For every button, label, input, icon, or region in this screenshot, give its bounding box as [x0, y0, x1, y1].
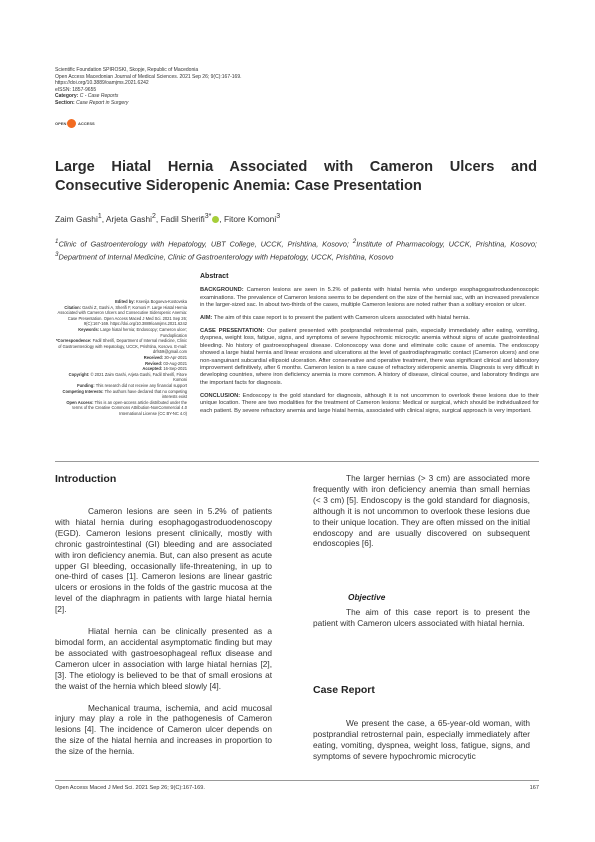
author-name[interactable]: Arjeta Gashi [105, 213, 153, 224]
abstract-aim: AIM: The aim of this case report is to present the patient with Cameron ulcers associated with hiatal hernia. [200, 315, 470, 322]
paragraph: Cameron lesions are seen in 5.2% of patients with hiatal hernia during esophagogastroduodenoscopy (EGD). Cameron lesions present clinically, mostly with chronic gastrointestinal (GI) bleeding and are associated with iron deficiency anemia. But, can also present as acute upper GI bleeding, occasionally life-threatening, in up to one-third of cases [1]. Cameron lesions are linear gastric ulcers or erosions in the folds of the gastric mucosa at the level of the diaphragm in patients with large hiatal hernia [2]. [55, 506, 272, 615]
footer-citation: Open Access Maced J Med Sci. 2021 Sep 26; 9(C):167-169. [55, 785, 205, 791]
journal-metadata [55, 67, 355, 107]
correspondence: *Correspondence: Fadil Sherifi, Department of Internal medicine, Clinic of Gastroenterology with Hepatology, UCCK, Prishtina, Kosovo. E-mail: drfs59@gmail.com [55, 338, 187, 355]
open-access-lock-icon [67, 119, 76, 128]
abstract-case: CASE PRESENTATION: Our patient presented with postprandial retrosternal pain, especially immediately after eating, vomiting, dyspnea, weight loss, fatigue, signs, and symptoms of severe hypochromic microcytic anemia without signs of acute gastrointestinal bleeding. No history of gastroesophageal disease. Colonoscopy was done and eliminate colic cause of anemia. The endoscopy showed a large hiatal hernia and linear erosions and ulcerations at the level of gastrodiaphragmatic contact (Cameron ulcers) and one non-sanguinant subcardial ellipsoid ulceration. After conservative and operative treatment, there was significant clinical and laboratory improvement definitively, after 6 months. Cameron lesion is a rare cause of refractory sideropenic anemia. Diagnosis is very difficult in developing countries, where iron deficiency anemia is more common. A history of disease, clinical course, and laboratory findings are the important facts for diagnosis. [200, 328, 539, 386]
author-name[interactable]: Fitore Komoni [224, 213, 277, 224]
paragraph: Hiatal hernia can be clinically presented as a bimodal form, an accidental asymptomatic finding but may be associated with gastroesophageal reflux disease and Cameron ulcer in association with large hiatal hernias [2], [3]. The etiology is believed to be that of small erosions at the waist of the hernia which bleed slowly [4]. [55, 626, 272, 691]
subheading-objective: Objective [348, 592, 386, 602]
right-column-top [313, 473, 530, 549]
publisher-line: Scientific Foundation SPIROSKI, Skopje, Republic of Macedonia [55, 67, 199, 73]
author-name[interactable]: Fadil Sherifi [160, 213, 205, 224]
affiliations: $^1$Clinic of Gastroenterology with Hepatology, UBT College, UCCK, Prishtina, Kosovo; $^2$Institute of Pharmacology, UCCK, Prishtina, Kosovo; $^3$Department of Internal Medicine, Clinic of Gastroenterology with Hepatology, UCCK, Prishtina, Kosovo [55, 238, 537, 262]
received-date: Received: 30-Apr-2021 [143, 354, 187, 360]
eissn-line: eISSN: 1857-9655 [55, 86, 97, 93]
competing-interests: Competing Interests: The authors have declared that no competing interests exist [62, 388, 187, 400]
page-footer [55, 785, 539, 791]
footer-divider [55, 780, 539, 781]
copyright: Copyright: © 2021 Zaim Gashi, Arjeta Gashi, Fadil Sherifi, Fitore Komoni [68, 371, 187, 383]
objective-text [313, 607, 530, 629]
paragraph: The larger hernias (> 3 cm) are associated more frequently with iron deficiency anemia than small hernias (< 3 cm) [5]. Endoscopy is the gold standard for diagnosis, although it is not uncommon to overlook these lesions due to their unique location. They are often missed on the initial endoscopy and are usually discovered on subsequent endoscopies [6]. [313, 473, 530, 549]
case-report-text [313, 718, 530, 762]
author-name[interactable]: Zaim Gashi [55, 213, 98, 224]
page-number: 167 [529, 785, 539, 791]
article-title: Large Hiatal Hernia Associated with Cameron Ulcers and Consecutive Sideropenic Anemia: Case Presentation [55, 159, 537, 194]
journal-line: Open Access Macedonian Journal of Medical Sciences. 2021 Sep 26; 9(C):167-169. [55, 73, 242, 80]
abstract-heading: Abstract [200, 273, 229, 280]
orcid-icon[interactable] [212, 216, 219, 223]
intro-column [55, 506, 272, 757]
section-heading-introduction: Introduction [55, 473, 117, 485]
category-line: Category: C - Case Reports [55, 93, 119, 100]
abstract [200, 273, 539, 421]
divider [55, 461, 539, 462]
article-info-sidebar [55, 299, 187, 416]
author-list: Zaim Gashi$^1$, Arjeta Gashi$^2$, Fadil Sherifi$^{3*}$ , Fitore Komoni$^3$ [55, 213, 281, 224]
edited-by: Edited by: Ksenija Bogoeva-Kostovska [115, 299, 187, 304]
open-access-badge: OPEN ACCESS [55, 121, 95, 126]
citation: Citation: Gashi Z, Gashi A, Sherifi F, Komoni F. Large Hiatal Hernia Associated with Cameron Ulcers and Consecutive Sideropenic Anemia: Case Presentation. Open Access Maced J Med Sci. 2021 Sep 26; 9(C):167-169. https://doi.org/10.3889/oamjms.2021.6242 [57, 304, 187, 327]
keywords: Keywords: Large hiatal hernia; Endoscopy; Cameron ulcer; Fundoplication [78, 326, 187, 338]
abstract-conclusion: CONCLUSION: Endoscopy is the gold standard for diagnosis, although it is not uncommon to overlook these lesions due to their unique location. There are two modalities for the treatment of Cameron lesions: Medical or surgical, which should be individualized for each patient. By severe refractory anemia and large hiatal hernia, associated with clinical signs, surgical approach is very important. [200, 392, 539, 414]
section-line: Section: Case Report in Surgery [55, 99, 129, 106]
accepted-date: Accepted: 16-Sep-2021 [142, 366, 187, 372]
paragraph: The aim of this case report is to present the patient with Cameron ulcers associated with hiatal hernia. [313, 607, 530, 628]
paragraph: Mechanical trauma, ischemia, and acid mucosal injury may play a role in the pathogenesis of Cameron lesions [4]. The incidence of Cameron ulcer depends on the size of the hiatal hernia and increases in proportion to the size of the hernia. [55, 702, 272, 757]
abstract-background: BACKGROUND: Cameron lesions are seen in 5.2% of patients with hiatal hernia who undergo esophagogastroduodenoscopic examinations. The prevalence of Cameron lesions seems to be dependent on the size of the hernial sac, with an increased prevalence in the larger-sized sac. In about two-thirds of the cases, multiple Cameron lesions are noted rather than a solitary erosion or ulcer. [200, 287, 539, 309]
open-access-license: Open Access: This is an open-access article distributed under the terms of the Creative Commons Attribution-NonCommercial 4.0 International License (CC BY-NC 4.0) [66, 399, 187, 416]
doi-link[interactable]: https://doi.org/10.3889/oamjms.2021.6242 [55, 80, 149, 87]
section-heading-case-report: Case Report [313, 684, 375, 696]
funding: Funding: This research did not receive any financial support [77, 382, 187, 388]
revised-date: Revised: 03-Aug-2021 [145, 360, 187, 366]
paragraph: We present the case, a 65-year-old woman, with postprandial retrosternal pain, especially immediately after eating, vomiting, dyspnea, weight loss, fatigue, signs, and symptoms of severe hypochromic microcytic [313, 718, 530, 761]
